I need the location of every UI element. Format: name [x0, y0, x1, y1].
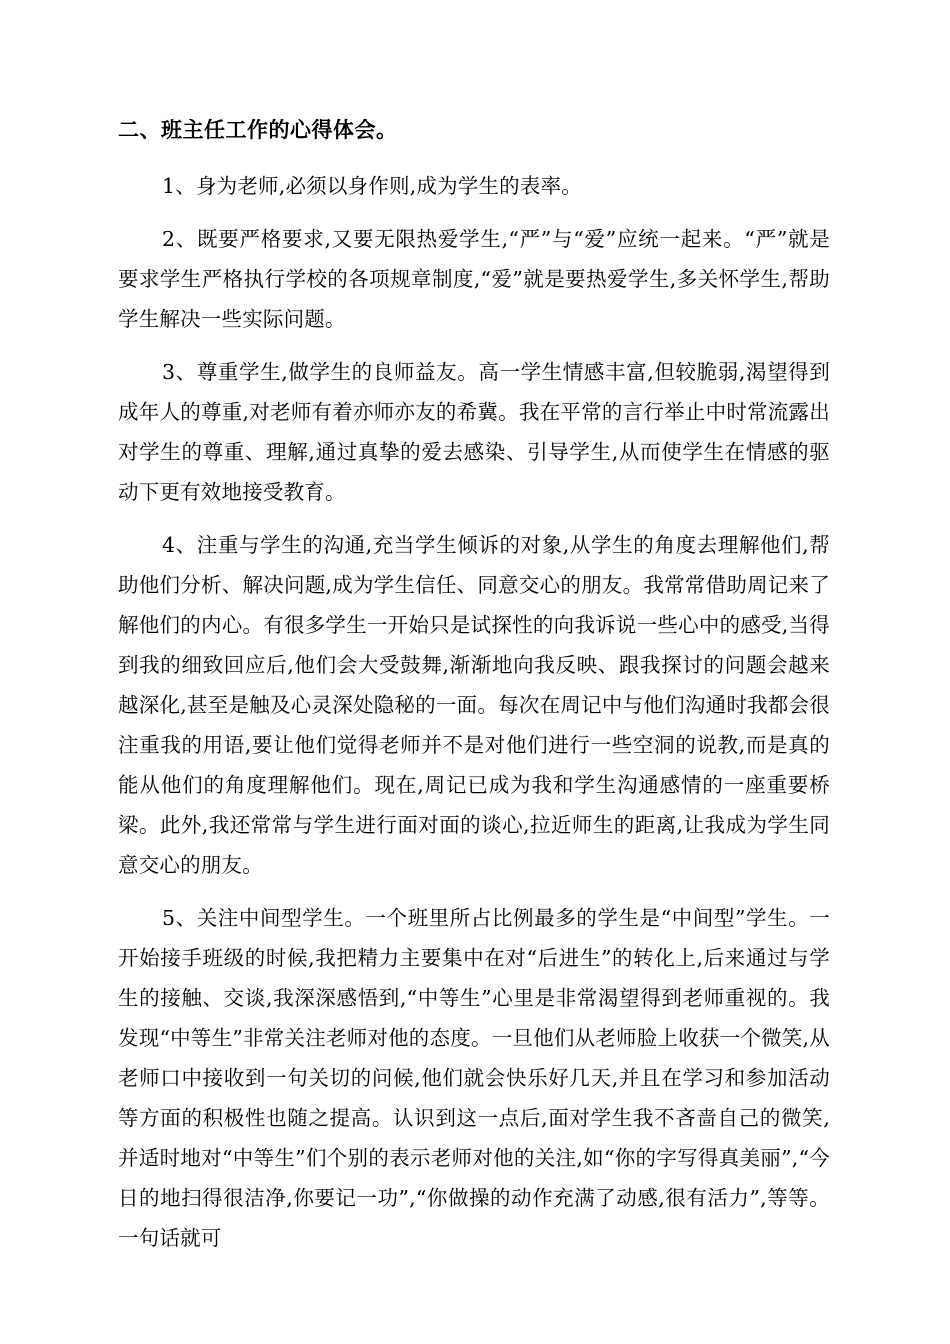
- section-heading: 二、班主任工作的心得体会。: [118, 118, 398, 142]
- paragraph-3: 3、尊重学生,做学生的良师益友。高一学生情感丰富,但较脆弱,渴望得到成年人的尊重,对老师有着亦师亦友的希冀。我在平常的言行举止中时常流露出对学生的尊重、理解,通过真挚的爱去感染、引导学生,从而使学生在情感的驱动下更有效地接受教育。: [118, 360, 830, 504]
- paragraph-4: 4、注重与学生的沟通,充当学生倾诉的对象,从学生的角度去理解他们,帮助他们分析、解决问题,成为学生信任、同意交心的朋友。我常常借助周记来了解他们的内心。有很多学生一开始只是试探性的向我诉说一些心中的感受,当得到我的细致回应后,他们会大受鼓舞,渐渐地向我反映、跟我探讨的问题会越来越深化,甚至是触及心灵深处隐秘的一面。每次在周记中与他们沟通时我都会很注重我的用语,要让他们觉得老师并不是对他们进行一些空洞的说教,而是真的能从他们的角度理解他们。现在,周记已成为我和学生沟通感情的一座重要桥梁。此外,我还常常与学生进行面对面的谈心,拉近师生的距离,让我成为学生同意交心的朋友。: [118, 533, 830, 877]
- document-body: [118, 112, 830, 1271]
- paragraph-2: 2、既要严格要求,又要无限热爱学生,“严”与“爱”应统一起来。“严”就是要求学生严格执行学校的各项规章制度,“爱”就是要热爱学生,多关怀学生,帮助学生解决一些实际问题。: [118, 227, 830, 331]
- paragraph-1: 1、身为老师,必须以身作则,成为学生的表率。: [162, 174, 582, 198]
- paragraph-5: 5、关注中间型学生。一个班里所占比例最多的学生是“中间型”学生。一开始接手班级的时候,我把精力主要集中在对“后进生”的转化上,后来通过与学生的接触、交谈,我深深感悟到,“中等生”心里是非常渴望得到老师重视的。我发现“中等生”非常关注老师对他的态度。一旦他们从老师脸上收获一个微笑,从老师口中接收到一句关切的问候,他们就会快乐好几天,并且在学习和参加活动等方面的积极性也随之提高。认识到这一点后,面对学生我不吝啬自己的微笑,并适时地对“中等生”们个别的表示老师对他的关注,如“你的字写得真美丽”,“今日的地扫得很洁净,你要记一功”,“你做操的动作充满了动感,很有活力”,等等。一句话就可: [118, 906, 830, 1250]
